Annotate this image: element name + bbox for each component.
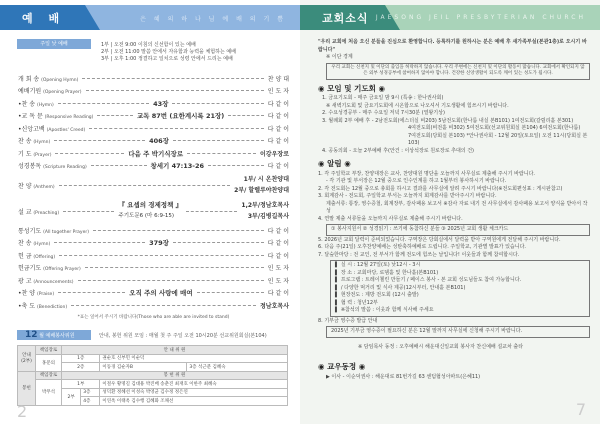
leader-dots [55, 153, 124, 154]
worship-item [18, 160, 289, 173]
leader-dots [89, 128, 264, 129]
item-leader: 다 같 이 [267, 113, 290, 121]
news-item: 4. 연말 제출 서류들을 오늘까지 사무실로 제출해 주시기 바랍니다. [318, 215, 463, 222]
service-time: 2부 | 오전 11:00 말씀 안에서 자유함과 능력을 체험하는 예배 [101, 49, 237, 55]
members-title: ◉ 교우동정 ◉ [318, 362, 366, 371]
volunteers-table [17, 345, 288, 406]
welcome-text: "우리 교회에 처음 오신 분들을 진심으로 환영합니다. 등록하기를 원하시는 분은 예배 후 새가족부실(본관1층)로 오시기 바랍니다" [318, 39, 587, 53]
guide-label: 안내 (2부) [18, 346, 36, 372]
offer-label: 봉헌 [18, 371, 36, 405]
item-leader: 정남호목사 [260, 302, 289, 310]
leader-dots [187, 153, 256, 154]
item-label: 헌 금 (Offering) [18, 252, 56, 260]
item-leader: 찬 양 대 [267, 75, 289, 83]
news-title: 교회소식 [322, 12, 369, 25]
item-label: •찬 양 (Praise) [18, 290, 55, 298]
sunday-service-badge: 주일 낮 예배 [17, 39, 91, 49]
members-item: ▶ 이사 - 이순덕권사 : 해운대로 81번가길 63 센텀협성아파트(은혜11) [326, 373, 481, 380]
cult-warning-title: ※ 이단 경계 [326, 54, 353, 60]
item-leader: 1부/ 시 온찬양대 2부/ 할렐루야찬양대 [234, 176, 289, 194]
item-leader: 다 같 이 [267, 163, 289, 171]
news-item: 1. 각 주일학교 부장, 찬양대장은 교사, 찬양대원 명단을 오늘까지 사무실로 제출해 주시기 바랍니다. [318, 170, 535, 177]
guide-lead: 홍문의 [36, 354, 62, 371]
leader-dots [93, 230, 264, 231]
worship-item [18, 237, 289, 250]
news-section-title: ◉ 알림 ◉ [318, 159, 351, 168]
news-item: 6. 다음 주(21일) 오후찬양예배는 성탄축하예배로 드립니다. 주일학교, 기관별 발표가 있습니다. [318, 244, 526, 250]
volunteers-month: 12 [25, 330, 38, 340]
item-content: 43장 [153, 99, 169, 108]
item-label: 성경봉독 (Scripture Reading) [18, 163, 87, 171]
worship-item [18, 72, 289, 85]
worship-item [18, 224, 289, 237]
event-detail: ▌ 프로그램 : 트레이첼린 만들기 / 페이스 봉사 - 본 교회 성도님들도 참여 가능합니다. [335, 277, 585, 285]
worship-item [18, 122, 289, 135]
item-leader: 다 같 이 [267, 252, 289, 260]
event-detail: ▌ / 다양한 먹거리 및 식사 제공(12시부터, 안내홀 본B101) [335, 285, 585, 293]
leader-dots [71, 305, 256, 306]
service-time: 3부 | 오후 1:00 정결하고 일치으로 성령 안에서 드리는 예배 [101, 56, 233, 62]
leader-dots [59, 185, 231, 186]
item-leader: 인 도 자 [267, 277, 289, 285]
leader-dots [86, 90, 264, 91]
leader-dots [58, 103, 149, 104]
leader-dots [82, 78, 263, 79]
item-label: 찬 송 (Hymn) [18, 240, 51, 248]
floor: 3층 [81, 388, 100, 397]
worship-item [18, 85, 289, 98]
leader-dots [91, 165, 147, 166]
news-item: 7. 달숲한마당 : 전 교인, 전 부서가 함께 전도에 힘쓰는 날입니다! 이웃들과 함께 참여합시다. [318, 251, 520, 258]
news-item: - 각 기관 및 부서장은 12월 중으로 인수인계를 하고 1월부터 봉사하시기 바랍니다. [326, 178, 507, 184]
floor: 4층 [81, 397, 100, 406]
pastor-schedule: ※ 담임목사 동정 : 오후예배시 해운대신일교회 봉사자 찬신예배 설교차 출타 [358, 343, 524, 350]
guide-names: 석근분 김혜숙 [198, 364, 226, 370]
leader-dots [59, 255, 264, 256]
event-detail: ▌ 실 시 : 12월 27일(토) 낮12시 - 3시 [335, 262, 585, 270]
cult-warning: 우리 교회는 신천지 및 이단의 출입을 허락하지 않습니다. 우리 주변에는 신천지 및 이단의 활동이 많습니다. 교회에서 확인되지 않은 외부 성경공부에 참여하지 않아야 합니다. 건강한 신앙생활이 되도록 깨어 있는 성도가 됩시다. [326, 63, 590, 80]
meeting-item: 4. 공동의회 - 오늘 2부예배 후(안건 : 이상석장로 원로장로 추대의 건) [322, 147, 474, 154]
meeting-item: 2. 수요성경공부 - 매주 수요일 저녁 7시30분 (열왕기상) [322, 110, 445, 116]
worship-item [18, 147, 289, 160]
lead-header: 책임장로 [36, 346, 62, 355]
offer-names: 성덕환 정혜선 이성숙 박영균 김수정 정은연 [100, 388, 288, 397]
volunteers-header [17, 330, 267, 340]
item-label: •찬 송 (Hymn) [18, 100, 54, 108]
worship-title: 예 배 [22, 12, 66, 25]
volunteers-title: 월 예배봉사위원 [39, 333, 75, 339]
item-content: 다음 주 박기식장로 [128, 149, 184, 158]
leader-dots [173, 140, 264, 141]
item-leader: 인 도 자 [267, 265, 289, 273]
item-label: 통성기도 (All together Prayer) [18, 227, 89, 235]
news-item: 3. 회계감사 - 전도회, 주일학교 부서는 오늘까지 회계감사를 받아주시기 바랍니다. [318, 193, 497, 199]
worship-header [0, 5, 300, 30]
worship-item [18, 135, 289, 148]
leader-dots [186, 211, 237, 212]
page-number: 7 [575, 400, 586, 419]
item-content: 379장 [149, 239, 169, 248]
item-label: 설 교 (Preaching) [18, 208, 60, 216]
volunteers-info: 안내, 봉헌 위원 모임 : 매월 첫 주 주일 오전 10시20분 선교위원회실(본104) [99, 332, 267, 339]
service-time: 1부 | 오전 9:00 이침의 신선함이 있는 예배 [101, 42, 196, 48]
news-item: 제출서류: 통장, 영수증철, 회계장부, 감사패용 보고서 ※감사 자료 내기 전 사무실에서 감사패용 보고서 양식을 받아서 작성 [326, 200, 588, 214]
offer-header: 봉 헌 위 원 [62, 371, 288, 380]
worship-item [18, 249, 289, 262]
leader-dots [228, 115, 264, 116]
news-item: 8. 기부금 영수증 발급 안내 [318, 317, 378, 324]
meeting-item: 7여전도회(당회실 본103) *안나권사회 - 12월 20일(토요일) 오전 11시(당회실 본103) [408, 132, 588, 146]
item-label: 찬 양 (Anthem) [18, 182, 55, 190]
worship-item [18, 299, 289, 312]
item-content: 406장 [149, 137, 169, 146]
news-item: 5. 2026년 교회 달력이 준비되었습니다. 구역장은 당회실에서 달력을 받아 구역원에게 전달해 주시기 바랍니다. [318, 236, 561, 243]
item-label: 광 고 (Announcements) [18, 277, 74, 285]
item-leader: 다 같 이 [267, 138, 289, 146]
item-content: 교독 87번 (요한계시록 21장) [136, 112, 225, 121]
meetings-title: ◉ 모임 및 기도회 ◉ [318, 83, 386, 93]
guide-names: 이동경 김순자B [100, 363, 187, 372]
worship-item [18, 97, 289, 110]
offer-lead: 박무석 [36, 380, 62, 406]
event-detail: ▌ 현장전도 : 제방 전도회 (12시 출발) [335, 292, 585, 300]
item-label: 개 회 송 (Opening Hymn) [18, 75, 79, 83]
service: 1부 [62, 380, 100, 389]
leader-dots [54, 242, 145, 243]
church-name: JAESONG JEIL PRESBYTERIAN CHURCH [375, 14, 586, 21]
floor: 1층 [62, 354, 100, 363]
leader-dots [78, 280, 264, 281]
page-number: 2 [17, 402, 28, 421]
item-leader: 다 같 이 [267, 227, 289, 235]
service-times [101, 42, 236, 63]
item-label: •신앙고백 (Apostles' Creed) [18, 125, 86, 133]
item-leader: 1,2부/정남호목사 3부/김병길목사 [241, 202, 289, 220]
item-label: •축 도 (Benediction) [18, 302, 68, 310]
item-label: 기 도 (Prayer) [18, 150, 52, 158]
meeting-item: ※ 새벽기도회 및 금요기도회에 시온합으로 나오셔서 기도생활에 힘쓰시기 바랍니다. [326, 102, 509, 109]
offer-names: 이연옥 이태옥 김수행 김혜화 조채선 [100, 397, 288, 406]
event-detail: ▌ ※참석의 말씀 : 이웃과 함께 식사해 주세요 [335, 307, 585, 315]
item-label: •교 독 문 (Responsive Reading) [18, 113, 94, 121]
guide-names: 권순호 신부민 이순덕 [100, 354, 288, 363]
item-leader: 다 같 이 [267, 125, 289, 133]
leader-dots [208, 165, 264, 166]
item-leader: 이강우장로 [260, 150, 289, 158]
standing-note: *표는 일어서 주시기 바랍니다(Those who are able are invited to stand) [77, 314, 230, 320]
offer-names: 이철우 황명길 김대용 박진배 송춘진 최재호 이한주 최혜숙 [100, 380, 288, 389]
item-leader: 다 같 이 [267, 290, 290, 298]
item-label: 찬 송 (Hymn) [18, 138, 51, 146]
guide-header: 안 내 위 원 [62, 346, 288, 355]
leader-dots [197, 292, 264, 293]
meeting-item: 1. 금요기도회 - 매주 금요일 밤 9시 (특송 : 한나권사회) [322, 95, 444, 101]
right-page [300, 0, 600, 424]
news-item: ① 봉사지원서 ② 성경읽기 : 쓰기에 동참하신 분들 ③ 2025년 교회 생활 체크카드 [326, 224, 590, 236]
item-content: 창세기 47:13-26 [150, 162, 205, 171]
worship-subtitle: 은 혜 의 하 나 님 예 배 의 기 쁨 [140, 16, 286, 23]
news-header [300, 5, 600, 30]
item-leader: 다 같 이 [267, 240, 289, 248]
event-detail: ▌ 협 력 : 청년12부 [335, 300, 585, 308]
item-label: 헌금기도 (Offering Prayer) [18, 265, 81, 273]
order-of-worship [18, 72, 289, 320]
item-leader: 인 도 자 [267, 88, 289, 96]
leader-dots [172, 103, 263, 104]
service: 2부 [62, 388, 81, 405]
event-detail: ▌ 장 소 : 교회마당, 로뎀홀 및 한나홀(본B101) [335, 270, 585, 278]
meeting-item: 4여전도회(비전홀 비302) 5여전도회(선교위원회실 본104) 6여전도회(한나룸) [408, 125, 581, 131]
leader-dots [85, 267, 264, 268]
item-leader: 다 같 이 [267, 100, 290, 108]
worship-item [18, 198, 289, 224]
floor: 2층 [62, 363, 100, 372]
item-content: 『 요셉의 경제정책 』 주기도문6 (마 6:9-15) [118, 201, 183, 219]
item-label: 예배기원 (Opening Prayer) [18, 88, 82, 96]
floor: 3층 [189, 364, 197, 370]
worship-item [18, 274, 289, 287]
worship-item [18, 110, 289, 123]
meeting-item: 3. 월례회 2부 예배 후 - 2남전도회(에스더실 비203) 5남전도회(한나룸 내실 본B101) 1여전도회(갈릴리홀 본301) [322, 117, 574, 124]
leader-dots [54, 140, 145, 141]
item-content: 오직 주의 사랑에 매여 [129, 289, 193, 298]
worship-item [18, 262, 289, 275]
leader-dots [58, 292, 125, 293]
leader-dots [63, 211, 114, 212]
event-box [330, 260, 590, 317]
lead-header: 책임장로 [36, 371, 62, 380]
leader-dots [173, 242, 264, 243]
news-item: 2. 각 전도회는 12월 중으로 총회를 하시고 결과를 사무실에 알려 주시기 바랍니다(※전도회편성표 : 게시판참고) [318, 185, 563, 192]
worship-item [18, 172, 289, 198]
news-content [318, 39, 590, 381]
news-item-box: 2025년 기부금 영수증이 필요하신 분은 12월 말까지 사무실에 신청해 주시기 바랍니다. [326, 326, 590, 338]
worship-item [18, 287, 289, 300]
leader-dots [97, 115, 133, 116]
